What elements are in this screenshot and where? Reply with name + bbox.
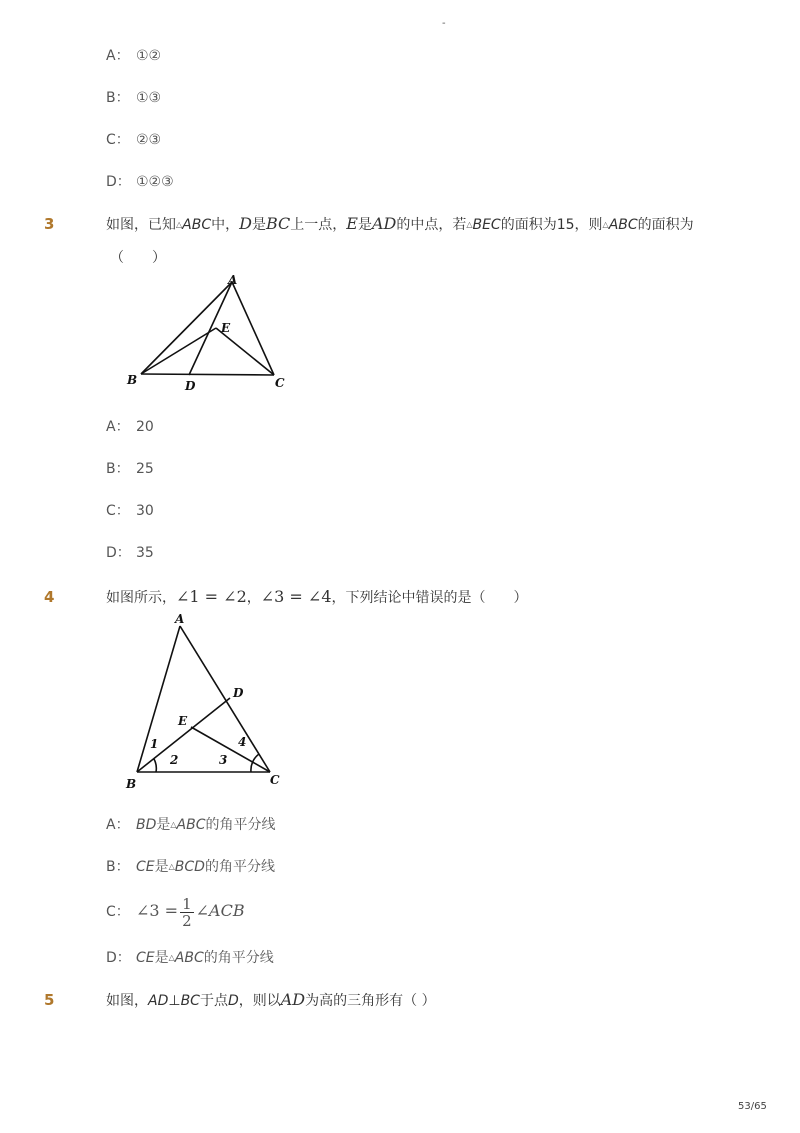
option-label: A： — [106, 817, 130, 833]
page-number: 53/65 — [738, 1101, 767, 1112]
option-label: D： — [106, 174, 131, 190]
q4-line-ac — [180, 626, 270, 772]
option-label: B： — [106, 90, 130, 106]
option-value: 20 — [136, 419, 154, 435]
q3-answer-paren: （ ） — [110, 250, 166, 266]
q3-var-d: D — [239, 214, 252, 233]
q3-line-be — [141, 328, 216, 374]
option-value: 35 — [136, 545, 154, 561]
q3-number: 3 — [44, 215, 55, 233]
q3-label-c: C — [275, 376, 285, 390]
q3-text: 的面积为15，则 — [500, 217, 603, 233]
q4-eq1: ∠1 = ∠2 — [176, 587, 247, 606]
q5-bc: BC — [180, 993, 200, 1009]
option-label: C： — [106, 503, 130, 519]
fraction-numerator: 1 — [182, 894, 192, 913]
q3-text: 是 — [357, 217, 372, 233]
q3-line-bc — [141, 374, 274, 375]
q4-arc-b — [154, 759, 156, 772]
q3-seg-ad: AD — [371, 214, 397, 233]
q4-text: 如图所示， — [106, 590, 176, 606]
q3-var-e: E — [346, 214, 358, 233]
q3-option-a[interactable] — [106, 417, 154, 437]
q5-d: D — [227, 993, 239, 1009]
q3-figure — [120, 268, 300, 398]
q3-text: 的中点，若 — [396, 217, 467, 233]
q3-text: 是 — [251, 217, 266, 233]
q4-option-a[interactable] — [106, 815, 276, 835]
q2-option-a[interactable] — [106, 46, 161, 66]
q2-option-c[interactable] — [106, 130, 161, 150]
option-label: B： — [106, 461, 130, 477]
option-label: A： — [106, 419, 130, 435]
q3-stem — [106, 214, 694, 235]
q3-text: 如图，已知 — [106, 217, 176, 233]
option-label: D： — [106, 545, 131, 561]
q4-label-angle1: 1 — [150, 737, 159, 751]
q3-label-a: A — [228, 273, 238, 287]
fraction-denominator: 2 — [182, 911, 192, 930]
q3-seg-bc: BC — [265, 214, 291, 233]
option-label: C： — [106, 132, 130, 148]
q4-line-bd — [137, 698, 230, 772]
option-value: 30 — [136, 503, 154, 519]
q5-text: 为高的三角形有（ ） — [305, 993, 436, 1009]
q4-label-angle4: 4 — [238, 735, 247, 749]
q4-figure — [118, 608, 298, 793]
q4-option-d[interactable] — [106, 948, 274, 968]
q4-label-e: E — [178, 714, 188, 728]
triangle-symbol: △ — [602, 220, 609, 229]
q4-label-angle3: 3 — [219, 753, 228, 767]
q3-text: 中， — [211, 217, 240, 233]
q4-a-seg: BD — [136, 817, 157, 833]
q4-d-seg: CE — [136, 950, 155, 966]
q5-text: ，则以 — [238, 993, 281, 1009]
q3-tri-abc: ABC — [182, 217, 212, 233]
q3-option-d[interactable] — [106, 543, 154, 563]
option-label: A： — [106, 48, 130, 64]
q4-b-seg: CE — [136, 859, 155, 875]
q4-b-rest: 的角平分线 — [204, 859, 275, 875]
q3-label-b: B — [127, 373, 138, 387]
q5-ad: AD — [148, 993, 169, 1009]
q3-option-b[interactable] — [106, 459, 154, 479]
q4-label-d: D — [233, 686, 244, 700]
triangle-symbol: △ — [170, 820, 177, 829]
triangle-symbol: △ — [176, 220, 183, 229]
q3-label-d: D — [185, 379, 196, 393]
option-value: 25 — [136, 461, 154, 477]
q2-option-b[interactable] — [106, 88, 161, 108]
option-label: D： — [106, 950, 131, 966]
q4-text: ， — [246, 590, 261, 606]
q4-c-fraction — [180, 896, 194, 929]
q4-d-tri: ABC — [174, 950, 204, 966]
q3-line-ec — [216, 328, 274, 375]
q4-text: ，下列结论中错误的是（ ） — [331, 590, 528, 606]
q4-label-angle2: 2 — [170, 753, 179, 767]
q5-text: 如图， — [106, 993, 148, 1009]
triangle-symbol: △ — [466, 220, 473, 229]
q4-line-ab — [137, 626, 180, 772]
q5-number: 5 — [44, 991, 55, 1009]
q3-line-ab — [141, 282, 232, 374]
q4-label-a: A — [175, 612, 185, 626]
q3-label-e: E — [221, 321, 231, 335]
q4-option-b[interactable] — [106, 857, 275, 877]
q4-b-tri: BCD — [174, 859, 205, 875]
triangle-symbol: △ — [168, 862, 175, 871]
q4-stem — [106, 587, 528, 608]
q3-option-c[interactable] — [106, 501, 154, 521]
q4-line-ce — [191, 727, 270, 772]
q4-d-is: 是 — [154, 950, 169, 966]
option-value: ①②③ — [136, 174, 174, 190]
q4-c-rhs: ∠ACB — [195, 901, 245, 920]
q4-number: 4 — [44, 588, 55, 606]
option-value: ②③ — [136, 132, 162, 148]
q3-tri-bec: BEC — [472, 217, 501, 233]
q4-a-rest: 的角平分线 — [205, 817, 276, 833]
option-value: ①② — [136, 48, 162, 64]
q4-option-c[interactable] — [106, 893, 245, 930]
option-value: ①③ — [136, 90, 162, 106]
q4-label-c: C — [270, 773, 280, 787]
q5-perp: ⊥ — [168, 993, 181, 1009]
q5-stem — [106, 990, 436, 1011]
option-label: C： — [106, 904, 130, 920]
q4-label-b: B — [126, 777, 137, 791]
q5-text: 于点 — [199, 993, 228, 1009]
header-mark: - — [442, 18, 446, 29]
q4-c-lhs: ∠3 = — [136, 901, 179, 920]
q4-b-is: 是 — [154, 859, 169, 875]
q4-d-rest: 的角平分线 — [203, 950, 274, 966]
q5-seg-ad: AD — [280, 990, 306, 1009]
q4-a-is: 是 — [156, 817, 171, 833]
q3-text: 的面积为 — [637, 217, 694, 233]
q2-option-d[interactable] — [106, 172, 174, 192]
q3-text: 上一点， — [290, 217, 347, 233]
q4-eq2: ∠3 = ∠4 — [260, 587, 332, 606]
q4-a-tri: ABC — [176, 817, 206, 833]
option-label: B： — [106, 859, 130, 875]
q3-tri-abc2: ABC — [608, 217, 638, 233]
triangle-symbol: △ — [168, 953, 175, 962]
q3-line-ac — [232, 282, 274, 375]
